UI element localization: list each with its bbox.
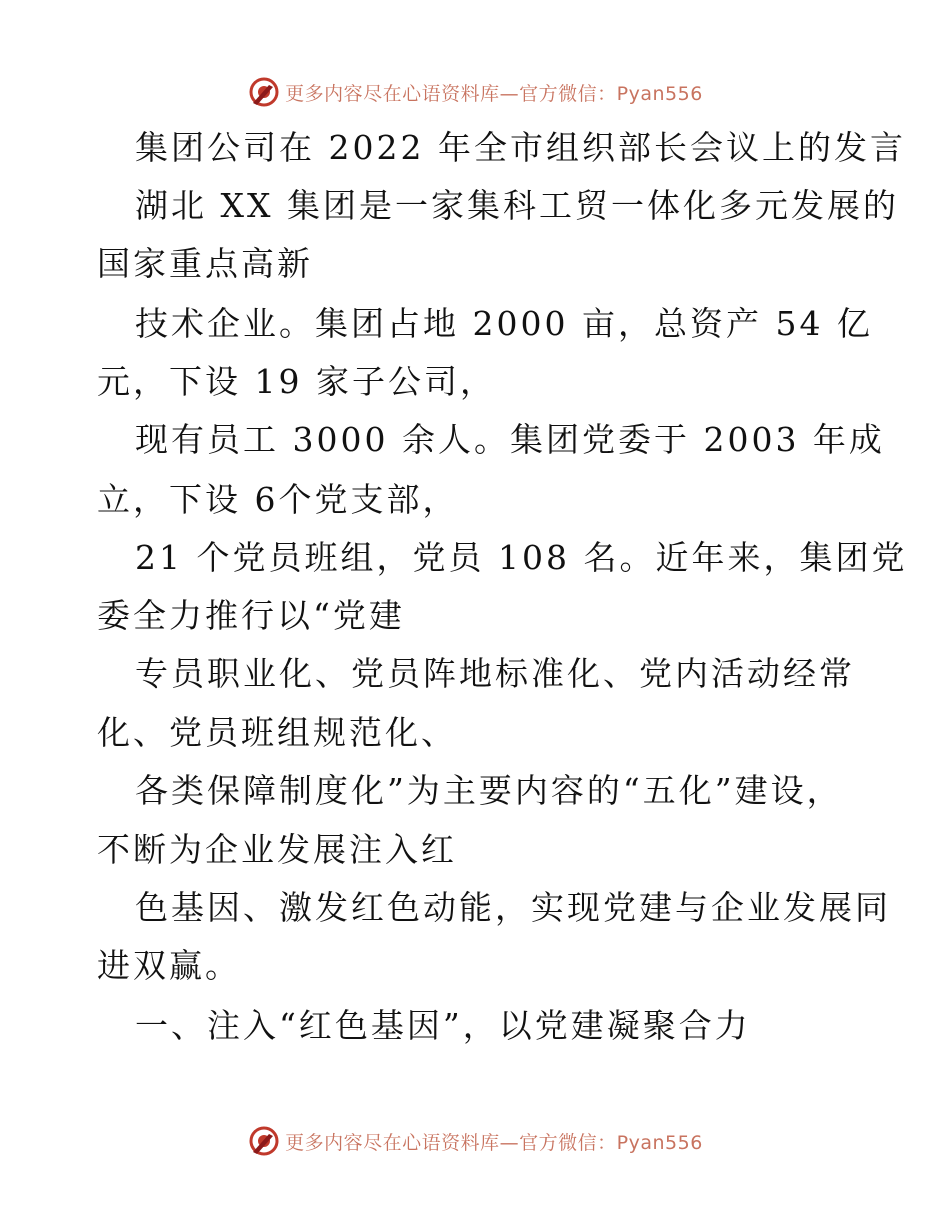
document-title: 集团公司在 2022 年全市组织部长会议上的发言 — [135, 128, 906, 167]
paragraph-line: 各类保障制度化”为主要内容的“五化”建设， — [135, 771, 843, 810]
section-heading: 一、注入“红色基因”，以党建凝聚合力 — [135, 1006, 751, 1045]
paragraph-line: 专员职业化、党员阵地标准化、党内活动经常 — [135, 654, 855, 693]
paragraph-line: 进双赢。 — [97, 946, 241, 985]
paragraph-line: 不断为企业发展注入红 — [97, 830, 457, 869]
pen-logo-icon — [247, 1124, 281, 1158]
paragraph-line: 化、党员班组规范化、 — [97, 713, 457, 752]
paragraph-line: 21 个党员班组，党员 108 名。近年来，集团党 — [135, 538, 908, 577]
paragraph-line: 国家重点高新 — [97, 244, 313, 283]
paragraph-line: 湖北 XX 集团是一家集科工贸一体化多元发展的 — [135, 186, 899, 225]
paragraph-line: 技术企业。集团占地 2000 亩，总资产 54 亿 — [135, 304, 873, 343]
paragraph-line: 委全力推行以“党建 — [97, 596, 405, 635]
watermark-footer — [0, 1121, 950, 1161]
watermark-text: 更多内容尽在心语资料库—官方微信：Pyan556 — [285, 1131, 703, 1154]
paragraph-line: 立，下设 6个党支部， — [97, 480, 459, 519]
paragraph-line: 现有员工 3000 余人。集团党委于 2003 年成 — [135, 420, 885, 459]
paragraph-line: 元，下设 19 家子公司， — [97, 362, 496, 401]
paragraph-line: 色基因、激发红色动能，实现党建与企业发展同 — [135, 888, 891, 927]
watermark-text: 更多内容尽在心语资料库—官方微信：Pyan556 — [285, 82, 703, 105]
